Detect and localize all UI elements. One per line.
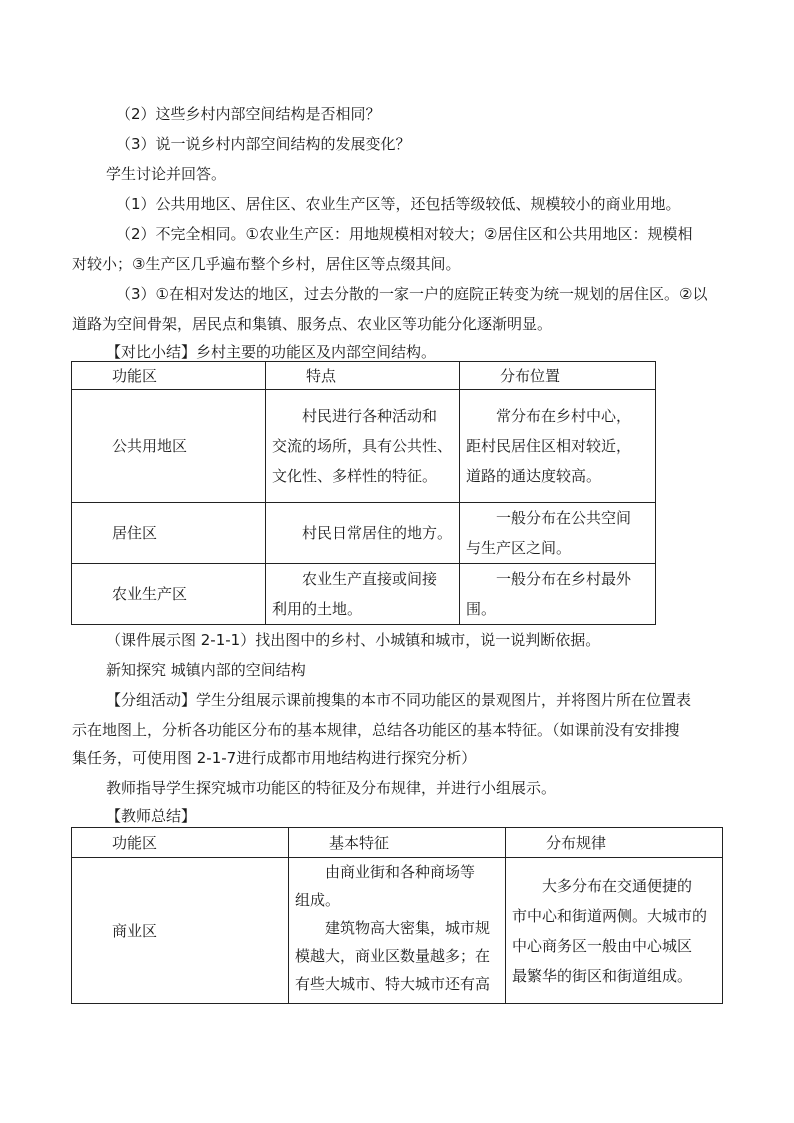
cell-text-line: 模越大，商业区数量越多；在 (295, 947, 491, 965)
table-row (72, 564, 656, 625)
cell-text-line: 围。 (466, 600, 497, 618)
table-cell-feature (266, 564, 460, 625)
answer-2-line-2: 对较小；③生产区几乎遍布整个乡村，居住区等点缀其间。 (72, 255, 461, 273)
question-2: （2）这些乡村内部空间结构是否相同？ (116, 105, 381, 123)
table-header-cell: 特点 (266, 362, 460, 390)
table-header-cell: 分布位置 (460, 362, 656, 390)
cell-text-line: 组成。 (295, 891, 341, 909)
cell-text-line: 由商业街和各种商场等 (325, 863, 476, 881)
teacher-summary-heading: 【教师总结】 (106, 807, 197, 825)
table-cell-area: 公共用地区 (72, 390, 266, 503)
table-cell-feature (266, 390, 460, 503)
answer-1: （1）公共用地区、居住区、农业生产区等，还包括等级较低、规模较小的商业用地。 (116, 195, 681, 213)
cell-text-line: 一般分布在乡村最外 (496, 570, 632, 588)
group-activity-line-3: 集任务，可使用图 2-1-7进行成都市用地结构进行探究分析） (72, 749, 477, 767)
table-cell-area: 商业区 (72, 858, 289, 1004)
cell-text-line: 距村民居住区相对较近， (466, 437, 632, 455)
table-row (72, 390, 656, 503)
cell-text-line: 市中心和街道两侧。大城市的 (512, 906, 708, 925)
cell-text-line: 中心商务区一般由中心城区 (512, 936, 693, 955)
cell-text-line: 交流的场所，具有公共性、 (272, 437, 453, 455)
table-header-row (72, 828, 723, 858)
table-row (72, 503, 656, 564)
group-activity-line-2: 示在地图上，分析各功能区分布的基本规律，总结各功能区的基本特征。（如课前没有安排搜 (72, 721, 680, 739)
cell-text-line: 一般分布在公共空间 (496, 509, 632, 527)
table-header-cell: 基本特征 (289, 828, 506, 858)
cell-text-line: 文化性、多样性的特征。 (272, 467, 438, 485)
group-activity-line-1: 【分组活动】学生分组展示课前搜集的本市不同功能区的景观图片，并将图片所在位置表 (106, 691, 692, 709)
courseware-prompt: （课件展示图 2-1-1）找出图中的乡村、小城镇和城市，说一说判断依据。 (106, 631, 601, 649)
table-cell-area: 农业生产区 (72, 564, 266, 625)
table-row (72, 858, 723, 1004)
cell-text-line: 常分布在乡村中心， (496, 407, 632, 425)
cell-text-line: 道路的通达度较高。 (466, 467, 602, 485)
table-header-cell: 功能区 (72, 828, 289, 858)
cell-text-line: 最繁华的街区和街道组成。 (512, 966, 693, 985)
cell-text-line: 村民进行各种活动和 (302, 407, 438, 425)
cell-text-line: 与生产区之间。 (466, 539, 572, 557)
cell-text-line: 农业生产直接或间接 (302, 570, 438, 588)
village-function-table (71, 361, 656, 625)
table-cell-area: 居住区 (72, 503, 266, 564)
table-header-row (72, 362, 656, 390)
table-cell-location (460, 503, 656, 564)
question-3: （3）说一说乡村内部空间结构的发展变化？ (116, 135, 411, 153)
answer-3-line-2: 道路为空间骨架，居民点和集镇、服务点、农业区等功能分化逐渐明显。 (72, 315, 553, 333)
cell-text-line: 大多分布在交通便捷的 (542, 876, 693, 895)
table-cell-location (460, 564, 656, 625)
table-cell-feature (289, 858, 506, 1004)
table-cell-feature (266, 503, 460, 564)
cell-text-line: 村民日常居住的地方。 (302, 524, 453, 542)
table-cell-rule (506, 858, 723, 1004)
table-header-cell: 功能区 (72, 362, 266, 390)
answer-3-line-1: （3）①在相对发达的地区，过去分散的一家一户的庭院正转变为统一规划的居住区。②以 (116, 285, 708, 303)
table-header-cell: 分布规律 (506, 828, 723, 858)
summary-heading: 【对比小结】乡村主要的功能区及内部空间结构。 (106, 343, 437, 361)
cell-text-line: 有些大城市、特大城市还有高 (295, 975, 491, 993)
teacher-guidance: 教师指导学生探究城市功能区的特征及分布规律，并进行小组展示。 (106, 779, 557, 797)
urban-function-table (71, 827, 723, 1004)
cell-text-line: 建筑物高大密集，城市规 (325, 919, 491, 937)
answer-2-line-1: （2）不完全相同。①农业生产区：用地规模相对较大；②居住区和公共用地区：规模相 (116, 225, 693, 243)
new-knowledge-heading: 新知探究 城镇内部的空间结构 (106, 661, 306, 679)
student-discussion: 学生讨论并回答。 (106, 165, 227, 183)
cell-text-line: 利用的土地。 (272, 600, 363, 618)
table-cell-location (460, 390, 656, 503)
